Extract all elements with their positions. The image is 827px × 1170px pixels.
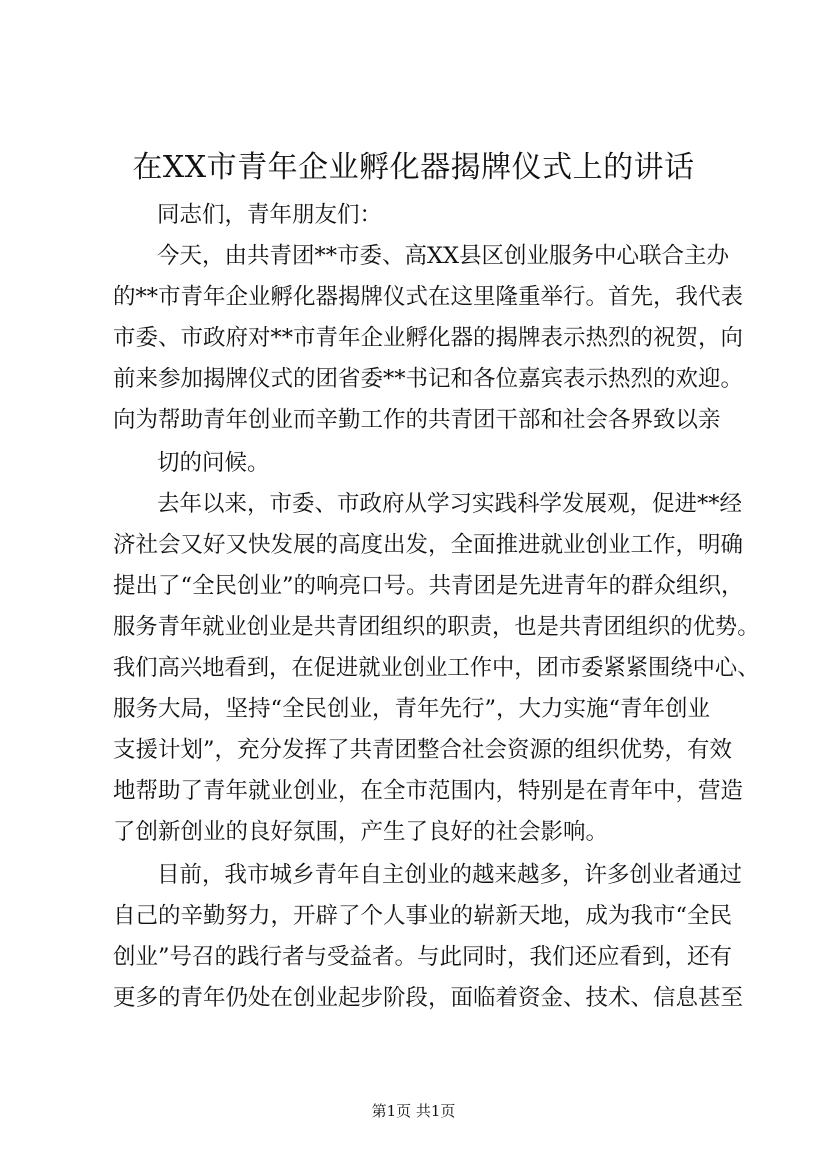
body-line: 向为帮助青年创业而辛勤工作的共青团干部和社会各界致以亲 <box>113 407 721 433</box>
body-line: 服务青年就业创业是共青团组织的职责，也是共青团组织的优势。 <box>113 614 760 640</box>
body-line: 提出了“全民创业”的响亮口号。共青团是先进青年的群众组织， <box>113 573 744 599</box>
body-line: 市委、市政府对**市青年企业孵化器的揭牌表示热烈的祝贺，向 <box>113 325 744 351</box>
page-number-footer: 第1页 共1页 <box>371 1102 456 1120</box>
body-line: 切的问候。 <box>157 450 270 476</box>
body-line: 的**市青年企业孵化器揭牌仪式在这里隆重举行。首先，我代表 <box>113 284 744 310</box>
body-line: 前来参加揭牌仪式的团省委**书记和各位嘉宾表示热烈的欢迎。 <box>113 366 744 392</box>
salutation-line: 同志们，青年朋友们： <box>157 202 383 228</box>
body-line: 了创新创业的良好氛围，产生了良好的社会影响。 <box>113 819 609 845</box>
body-line: 更多的青年仍处在创业起步阶段，面临着资金、技术、信息甚至 <box>113 985 744 1011</box>
body-line: 济社会又好又快发展的高度出发，全面推进就业创业工作，明确 <box>113 532 744 558</box>
body-line: 支援计划”，充分发挥了共青团整合社会资源的组织优势，有效 <box>113 737 733 763</box>
body-line: 去年以来，市委、市政府从学习实践科学发展观，促进**经 <box>157 491 743 517</box>
body-line: 我们高兴地看到，在促进就业创业工作中，团市委紧紧围绕中心、 <box>113 655 760 681</box>
body-line: 创业”号召的践行者与受益者。与此同时，我们还应看到，还有 <box>113 944 733 970</box>
body-line: 目前，我市城乡青年自主创业的越来越多，许多创业者通过 <box>157 862 743 888</box>
document-title: 在XX市青年企业孵化器揭牌仪式上的讲话 <box>132 150 695 185</box>
body-line: 今天，由共青团**市委、高XX县区创业服务中心联合主办 <box>157 243 730 269</box>
body-line: 地帮助了青年就业创业，在全市范围内，特别是在青年中，营造 <box>113 778 744 804</box>
body-line: 自己的辛勤努力，开辟了个人事业的崭新天地，成为我市“全民 <box>113 903 733 929</box>
body-line: 服务大局，坚持“全民创业，青年先行”，大力实施“青年创业 <box>113 696 711 722</box>
